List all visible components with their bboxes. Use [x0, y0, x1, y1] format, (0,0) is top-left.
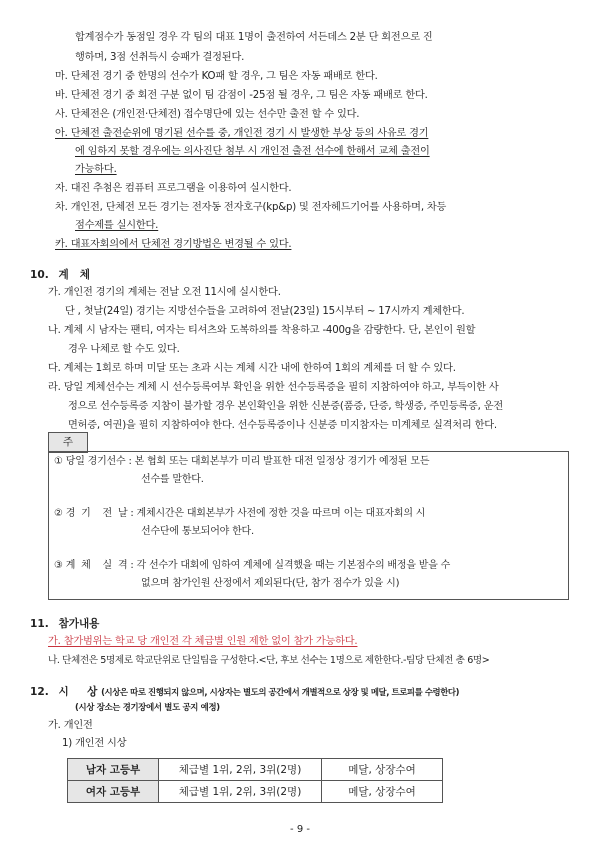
- sec10-line: 라. 당일 계체선수는 계체 시 선수등록여부 확인을 위한 선수등록증을 필히 지참하여야 하고, 부득이한 사: [48, 382, 499, 393]
- group-cell: 남자 고등부: [68, 759, 159, 781]
- prize-table: [67, 758, 443, 803]
- item-ba: 바. 단체전 경기 중 회전 구분 없이 팀 감점이 -25점 될 경우, 그 팀은 자동 패배로 한다.: [55, 90, 428, 101]
- section-note: (시상 장소는 경기장에서 별도 공지 예정): [75, 702, 220, 712]
- sec12-sub: 가. 개인전: [48, 720, 93, 731]
- sec10-line: 경우 나체로 할 수도 있다.: [68, 344, 180, 355]
- table-row: [68, 781, 443, 803]
- item-cha: 차. 개인전, 단체전 모든 경기는 전자동 전자호구(kp&p) 및 전자헤드기어를 사용하며, 차등: [55, 202, 447, 213]
- sec10-line: 단 , 첫날(24일) 경기는 지방선수들을 고려하여 전날(23일) 15시부터 ~ 17시까지 계체한다.: [65, 306, 465, 317]
- text-line: 행하며, 3점 선취득시 승패가 결정된다.: [75, 52, 245, 63]
- text-line: 점수제를 실시한다.: [75, 220, 159, 231]
- section-title: 참가내용: [58, 618, 100, 630]
- text-line: 가능하다.: [75, 164, 117, 175]
- group-cell: 여자 고등부: [68, 781, 159, 803]
- item-ma: 마. 단체전 경기 중 한명의 선수가 KO패 할 경우, 그 팀은 자동 패배로 한다.: [55, 71, 378, 82]
- table-row: [68, 759, 443, 781]
- note-line: 없으며 참가인원 산정에서 제외된다(단, 참가 점수가 있을 시): [141, 578, 400, 589]
- section-11-heading: [30, 616, 99, 631]
- section-number: 12.: [30, 686, 49, 698]
- sec10-line: 정으로 선수등록증 지참이 불가할 경우 본인확인을 위한 신분증(품증, 단증, 학생증, 주민등록증, 운전: [68, 401, 503, 412]
- rank-cell: 체급별 1위, 2위, 3위(2명): [159, 781, 322, 803]
- section-note: (시상은 따로 진행되지 않으며, 시상자는 별도의 공간에서 개별적으로 상장 및 메달, 트로피를 수령한다): [101, 687, 460, 697]
- sec11-line: 나. 단체전은 5명제로 학교단위로 단일팀을 구성한다.<단, 후보 선수는 1명으로 제한한다.-팀당 단체전 총 6명>: [48, 655, 490, 666]
- section-title: 시 상: [58, 686, 98, 698]
- section-number: 11.: [30, 618, 49, 630]
- prize-cell: 메달, 상장수여: [322, 781, 443, 803]
- note-line: 선수를 말한다.: [141, 474, 204, 485]
- sec12-sub: 1) 개인전 시상: [62, 738, 127, 749]
- section-12-heading: [30, 684, 459, 699]
- text-line: 합계점수가 동점일 경우 각 팀의 대표 1명이 출전하여 서든데스 2분 단 회전으로 진: [75, 32, 433, 43]
- note-line: ② 경 기 전 날 : 계체시간은 대회본부가 사전에 정한 것을 따르며 이는 대표자회의 시: [54, 508, 426, 519]
- sec10-line: 가. 개인전 경기의 계체는 전날 오전 11시에 실시한다.: [48, 287, 281, 298]
- note-tab: 주: [48, 432, 88, 453]
- sec10-line: 나. 계체 시 남자는 팬티, 여자는 티셔츠와 도복하의를 착용하고 -400g을 감량한다. 단, 본인이 원할: [48, 325, 476, 336]
- item-ka: 카. 대표자회의에서 단체전 경기방법은 변경될 수 있다.: [55, 239, 292, 250]
- note-line: ① 당일 경기선수 : 본 협회 또는 대회본부가 미리 발표한 대전 일정상 경기가 예정된 모든: [54, 456, 430, 467]
- rank-cell: 체급별 1위, 2위, 3위(2명): [159, 759, 322, 781]
- item-a: 아. 단체전 출전순위에 명기된 선수를 중, 개인전 경기 시 발생한 부상 등의 사유로 경기: [55, 128, 429, 139]
- section-10-heading: [30, 267, 90, 282]
- item-sa: 사. 단체전은 (개인전·단체전) 접수명단에 있는 선수만 출전 할 수 있다.: [55, 109, 360, 120]
- section-title: 계 체: [58, 269, 91, 281]
- note-line: ③ 계 체 실 격 : 각 선수가 대회에 임하여 계체에 실격했을 때는 기본점수의 배정을 받을 수: [54, 560, 451, 571]
- text-line: 에 임하지 못할 경우에는 의사진단 첨부 시 개인전 출전 선수에 한해서 교체 출전이: [75, 146, 430, 157]
- note-box: [48, 451, 569, 600]
- sec11-line: 가. 참가범위는 학교 당 개인전 각 체급별 인원 제한 없이 참가 가능하다.: [48, 636, 358, 647]
- note-line: 선수단에 통보되어야 한다.: [141, 526, 254, 537]
- page-number: - 9 -: [290, 824, 310, 835]
- prize-cell: 메달, 상장수여: [322, 759, 443, 781]
- sec10-line: 면허증, 여권)을 필히 지참하여야 한다. 선수등록증이나 신분증 미지참자는 미계체로 실격처리 한다.: [68, 420, 497, 431]
- section-number: 10.: [30, 269, 49, 281]
- item-ja: 자. 대진 추첨은 컴퓨터 프로그램을 이용하여 실시한다.: [55, 183, 292, 194]
- sec10-line: 다. 계체는 1회로 하며 미달 또는 초과 시는 계체 시간 내에 한하여 1회의 계체를 더 할 수 있다.: [48, 363, 456, 374]
